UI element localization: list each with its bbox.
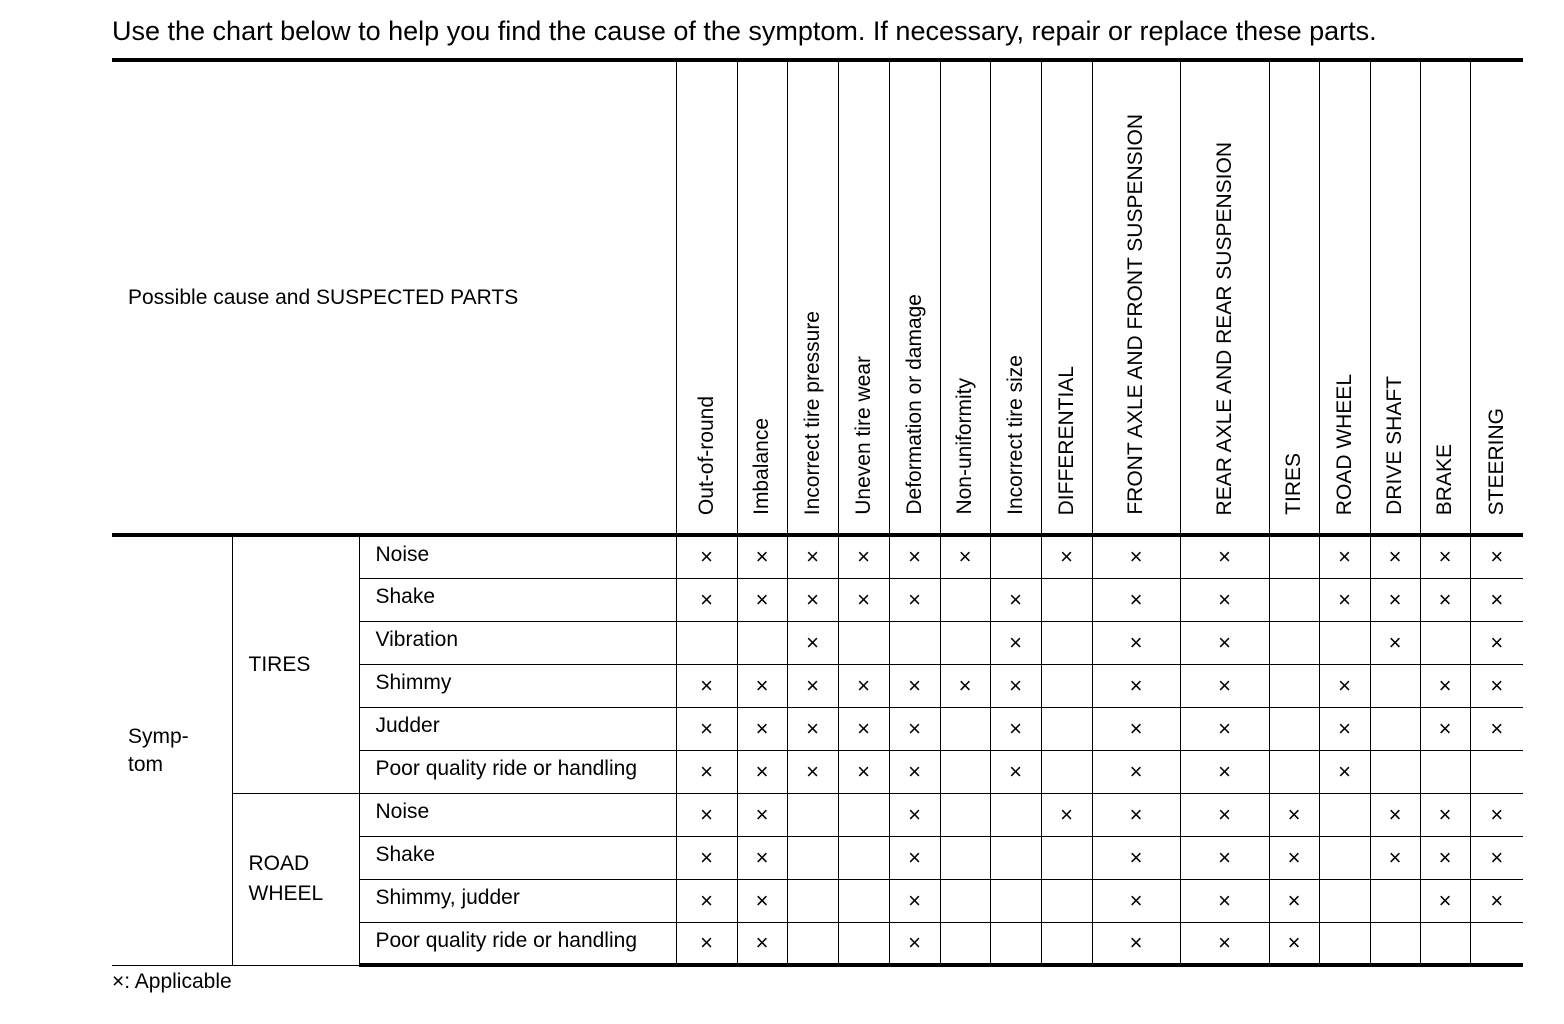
column-header-label: Deformation or damage — [902, 294, 926, 515]
applicable-mark: × — [1420, 879, 1470, 922]
applicable-mark: × — [1370, 578, 1420, 621]
group-label — [232, 793, 359, 965]
empty-cell — [1269, 578, 1319, 621]
applicable-mark: × — [737, 707, 787, 750]
applicable-mark: × — [676, 879, 737, 922]
empty-cell — [1370, 664, 1420, 707]
applicable-mark: × — [990, 621, 1041, 664]
applicable-mark: × — [1180, 750, 1269, 793]
empty-cell — [1041, 707, 1092, 750]
empty-cell — [1041, 621, 1092, 664]
column-header — [1420, 60, 1470, 535]
legend-text: ×: Applicable — [112, 970, 232, 993]
empty-cell — [1041, 578, 1092, 621]
applicable-mark: × — [737, 664, 787, 707]
applicable-mark: × — [737, 922, 787, 965]
table-row — [112, 535, 1523, 578]
empty-cell — [940, 578, 990, 621]
empty-cell — [1269, 664, 1319, 707]
column-header — [1041, 60, 1092, 535]
empty-cell — [940, 922, 990, 965]
symptom-name: Poor quality ride or handling — [359, 750, 676, 793]
empty-cell — [940, 793, 990, 836]
empty-cell — [1470, 750, 1523, 793]
empty-cell — [940, 750, 990, 793]
empty-cell — [1319, 836, 1370, 879]
applicable-mark: × — [676, 922, 737, 965]
group-label-line: TIRES — [248, 652, 311, 676]
empty-cell — [990, 922, 1041, 965]
column-header — [1470, 60, 1523, 535]
applicable-mark: × — [1370, 793, 1420, 836]
applicable-mark: × — [737, 879, 787, 922]
symptom-name: Poor quality ride or handling — [359, 922, 676, 965]
column-header — [990, 60, 1041, 535]
empty-cell — [838, 922, 889, 965]
applicable-mark: × — [990, 707, 1041, 750]
applicable-mark: × — [1470, 707, 1523, 750]
applicable-mark: × — [990, 750, 1041, 793]
applicable-mark: × — [1470, 621, 1523, 664]
applicable-mark: × — [1041, 535, 1092, 578]
applicable-mark: × — [1269, 836, 1319, 879]
empty-cell — [1319, 879, 1370, 922]
applicable-mark: × — [1269, 922, 1319, 965]
column-header — [1092, 60, 1180, 535]
applicable-mark: × — [1092, 836, 1180, 879]
applicable-mark: × — [889, 793, 940, 836]
symptom-name: Noise — [359, 793, 676, 836]
applicable-mark: × — [787, 707, 838, 750]
empty-cell — [787, 793, 838, 836]
table-row — [112, 793, 1523, 836]
applicable-mark: × — [1092, 535, 1180, 578]
column-header — [1319, 60, 1370, 535]
applicable-mark: × — [1470, 836, 1523, 879]
applicable-mark: × — [838, 578, 889, 621]
empty-cell — [838, 621, 889, 664]
applicable-mark: × — [1420, 535, 1470, 578]
column-header-label: REAR AXLE AND REAR SUSPENSION — [1212, 141, 1236, 515]
applicable-mark: × — [940, 664, 990, 707]
applicable-mark: × — [1420, 836, 1470, 879]
applicable-mark: × — [1092, 750, 1180, 793]
empty-cell — [1269, 707, 1319, 750]
empty-cell — [676, 621, 737, 664]
empty-cell — [1041, 664, 1092, 707]
empty-cell — [940, 621, 990, 664]
applicable-mark: × — [1470, 879, 1523, 922]
empty-cell — [889, 621, 940, 664]
applicable-mark: × — [676, 793, 737, 836]
empty-cell — [1370, 707, 1420, 750]
empty-cell — [1269, 535, 1319, 578]
applicable-mark: × — [1092, 793, 1180, 836]
applicable-mark: × — [787, 578, 838, 621]
column-header — [737, 60, 787, 535]
applicable-mark: × — [889, 750, 940, 793]
applicable-mark: × — [889, 836, 940, 879]
applicable-mark: × — [838, 750, 889, 793]
empty-cell — [838, 836, 889, 879]
group-label-line: WHEEL — [248, 882, 324, 905]
applicable-mark: × — [676, 535, 737, 578]
applicable-mark: × — [838, 707, 889, 750]
applicable-mark: × — [1092, 578, 1180, 621]
column-header-label: ROAD WHEEL — [1332, 373, 1356, 515]
column-header-label: Out-of-round — [694, 395, 718, 515]
applicable-mark: × — [787, 535, 838, 578]
applicable-mark: × — [889, 578, 940, 621]
applicable-mark: × — [1180, 793, 1269, 836]
column-header-label: Imbalance — [750, 418, 773, 515]
empty-cell — [1470, 922, 1523, 965]
empty-cell — [1041, 922, 1092, 965]
applicable-mark: × — [737, 793, 787, 836]
empty-cell — [1319, 793, 1370, 836]
empty-cell — [1319, 621, 1370, 664]
applicable-mark: × — [1420, 578, 1470, 621]
applicable-mark: × — [1269, 793, 1319, 836]
applicable-mark: × — [1319, 750, 1370, 793]
empty-cell — [1420, 621, 1470, 664]
applicable-mark: × — [1319, 578, 1370, 621]
applicable-mark: × — [737, 535, 787, 578]
group-label-line: ROAD — [248, 852, 310, 875]
symptom-name: Shake — [359, 836, 676, 879]
column-header-label: BRAKE — [1433, 443, 1456, 515]
symptom-name: Shimmy, judder — [359, 879, 676, 922]
applicable-mark: × — [889, 664, 940, 707]
applicable-mark: × — [1092, 621, 1180, 664]
applicable-mark: × — [1041, 793, 1092, 836]
symptom-name: Noise — [359, 535, 676, 578]
applicable-mark: × — [1180, 578, 1269, 621]
column-header-label: Non-uniformity — [953, 378, 976, 515]
column-header-label: Incorrect tire size — [1003, 355, 1027, 515]
applicable-mark: × — [1269, 879, 1319, 922]
column-header-label: FRONT AXLE AND FRONT SUSPENSION — [1124, 114, 1147, 515]
empty-cell — [1370, 922, 1420, 965]
applicable-mark: × — [1092, 707, 1180, 750]
applicable-mark: × — [1420, 793, 1470, 836]
applicable-mark: × — [1180, 707, 1269, 750]
empty-cell — [838, 879, 889, 922]
column-header — [940, 60, 990, 535]
applicable-mark: × — [1180, 836, 1269, 879]
column-header-label: DIFFERENTIAL — [1054, 365, 1078, 515]
empty-cell — [1041, 879, 1092, 922]
applicable-mark: × — [1470, 535, 1523, 578]
applicable-mark: × — [838, 664, 889, 707]
applicable-mark: × — [737, 578, 787, 621]
applicable-mark: × — [1092, 664, 1180, 707]
applicable-mark: × — [737, 836, 787, 879]
column-header-label: Uneven tire wear — [851, 356, 875, 515]
symptom-name: Judder — [359, 707, 676, 750]
applicable-mark: × — [889, 707, 940, 750]
applicable-mark: × — [889, 535, 940, 578]
empty-cell — [1269, 750, 1319, 793]
applicable-mark: × — [1370, 836, 1420, 879]
applicable-mark: × — [787, 621, 838, 664]
applicable-mark: × — [1319, 664, 1370, 707]
applicable-mark: × — [889, 879, 940, 922]
applicable-mark: × — [1180, 922, 1269, 965]
column-header-label: STEERING — [1484, 407, 1508, 515]
empty-cell — [787, 922, 838, 965]
applicable-mark: × — [1420, 664, 1470, 707]
column-header — [838, 60, 889, 535]
symptom-label — [112, 535, 232, 965]
symptom-name: Vibration — [359, 621, 676, 664]
applicable-mark: × — [676, 664, 737, 707]
empty-cell — [838, 793, 889, 836]
header-row — [112, 60, 1523, 535]
applicable-mark: × — [940, 535, 990, 578]
column-header — [1180, 60, 1269, 535]
applicable-mark: × — [1319, 707, 1370, 750]
symptom-name: Shimmy — [359, 664, 676, 707]
column-header-label: DRIVE SHAFT — [1383, 376, 1406, 515]
applicable-mark: × — [990, 578, 1041, 621]
column-header — [889, 60, 940, 535]
empty-cell — [940, 836, 990, 879]
applicable-mark: × — [1180, 879, 1269, 922]
group-label — [232, 535, 359, 793]
column-header-label: Incorrect tire pressure — [800, 310, 824, 515]
symptom-name: Shake — [359, 578, 676, 621]
empty-cell — [1370, 750, 1420, 793]
applicable-mark: × — [676, 750, 737, 793]
symptom-label-line: Symp- — [128, 724, 189, 748]
applicable-mark: × — [1470, 664, 1523, 707]
column-header — [1269, 60, 1319, 535]
applicable-mark: × — [1180, 535, 1269, 578]
empty-cell — [1420, 750, 1470, 793]
empty-cell — [1041, 836, 1092, 879]
intro-text: Use the chart below to help you find the cause of the symptom. If necessary, repair or replace these parts. — [112, 16, 1377, 46]
column-header — [1370, 60, 1420, 535]
applicable-mark: × — [1470, 578, 1523, 621]
applicable-mark: × — [1180, 664, 1269, 707]
empty-cell — [1319, 922, 1370, 965]
empty-cell — [990, 793, 1041, 836]
header-label: Possible cause and SUSPECTED PARTS — [112, 60, 676, 535]
symptom-label-line: tom — [128, 752, 164, 776]
empty-cell — [990, 879, 1041, 922]
applicable-mark: × — [1092, 879, 1180, 922]
column-header-label: TIRES — [1282, 453, 1305, 515]
applicable-mark: × — [1370, 621, 1420, 664]
applicable-mark: × — [787, 664, 838, 707]
applicable-mark: × — [1092, 922, 1180, 965]
column-header — [787, 60, 838, 535]
empty-cell — [1041, 750, 1092, 793]
applicable-mark: × — [1420, 707, 1470, 750]
empty-cell — [940, 707, 990, 750]
empty-cell — [787, 879, 838, 922]
applicable-mark: × — [676, 707, 737, 750]
empty-cell — [787, 836, 838, 879]
applicable-mark: × — [1180, 621, 1269, 664]
empty-cell — [737, 621, 787, 664]
applicable-mark: × — [676, 578, 737, 621]
empty-cell — [990, 535, 1041, 578]
applicable-mark: × — [1319, 535, 1370, 578]
applicable-mark: × — [889, 922, 940, 965]
empty-cell — [1269, 621, 1319, 664]
column-header — [676, 60, 737, 535]
applicable-mark: × — [990, 664, 1041, 707]
applicable-mark: × — [1370, 535, 1420, 578]
applicable-mark: × — [838, 535, 889, 578]
applicable-mark: × — [676, 836, 737, 879]
diagnosis-chart-table — [112, 58, 1523, 967]
applicable-mark: × — [787, 750, 838, 793]
applicable-mark: × — [1470, 793, 1523, 836]
empty-cell — [940, 879, 990, 922]
applicable-mark: × — [737, 750, 787, 793]
empty-cell — [1420, 922, 1470, 965]
empty-cell — [990, 836, 1041, 879]
empty-cell — [1370, 879, 1420, 922]
